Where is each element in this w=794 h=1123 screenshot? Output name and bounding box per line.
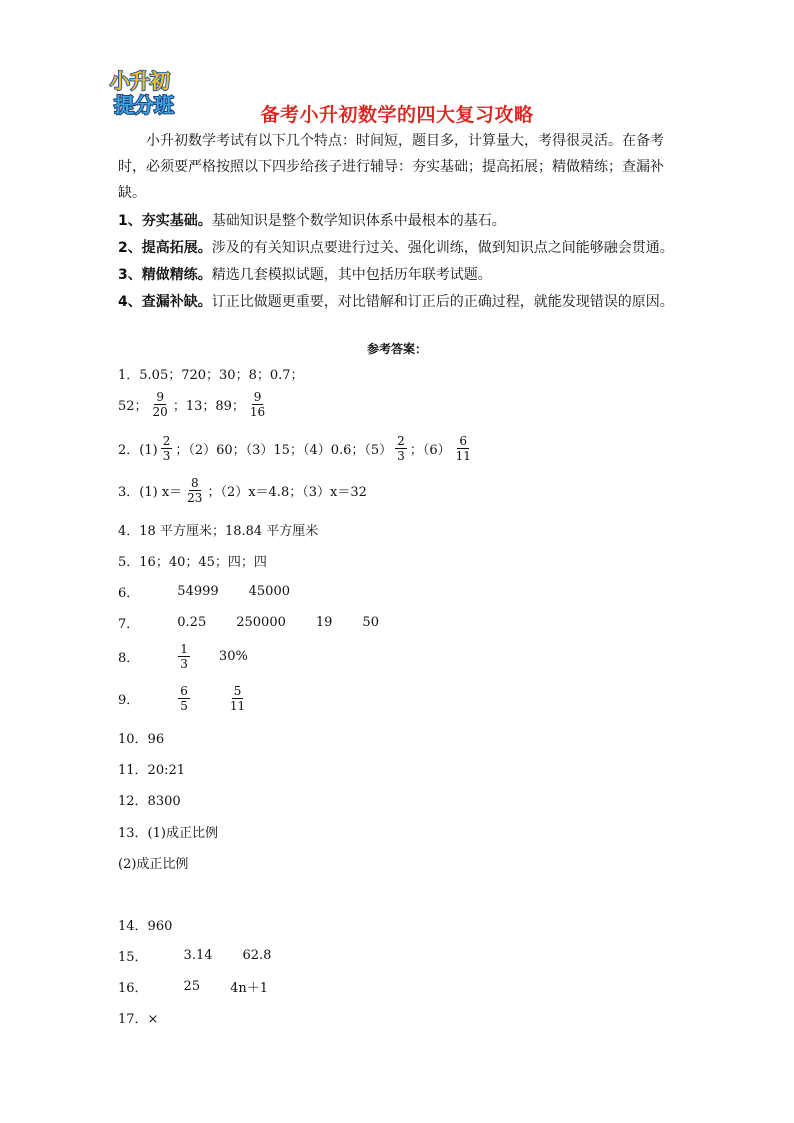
answer-value: 30%	[218, 649, 248, 664]
answer-value: 50	[362, 615, 379, 630]
step-4	[118, 289, 678, 315]
fraction	[161, 434, 173, 463]
fraction	[151, 390, 170, 419]
fraction	[248, 390, 267, 419]
answer-value: 54999	[177, 584, 219, 599]
answer-11: 11．20:21	[118, 763, 186, 778]
fraction-numerator: 8	[190, 476, 199, 490]
answer-16	[118, 977, 268, 996]
answer-number: 15．	[118, 950, 148, 965]
logo-line2: 提分班	[114, 93, 174, 117]
answer-value: 25	[183, 979, 201, 994]
fraction-numerator: 9	[253, 390, 262, 404]
answer-9	[118, 684, 250, 713]
answer-1b-pre: 52；	[118, 399, 148, 414]
answer-12: 12．8300	[118, 794, 181, 809]
fraction-numerator: 2	[397, 434, 405, 448]
answers-title: 参考答案：	[366, 342, 427, 356]
fraction	[178, 684, 190, 713]
answer-1b-mid: ；13；89；	[172, 399, 245, 414]
answer-number: 6．	[118, 586, 140, 601]
step-2	[118, 235, 678, 261]
fraction-numerator: 1	[180, 642, 188, 656]
answer-value: 62.8	[242, 948, 272, 963]
fraction	[185, 476, 204, 505]
fraction-numerator: 6	[459, 434, 468, 448]
fraction	[395, 434, 407, 463]
fraction-denominator: 16	[249, 405, 266, 419]
step-1	[118, 208, 678, 234]
answer-15	[118, 946, 271, 965]
answer-2-part2: ；（2）60；（3）15；（4）0.6；（5）	[175, 443, 393, 458]
answer-13: 13．(1)成正比例	[118, 826, 218, 841]
intro-paragraph: 小升初数学考试有以下几个特点：时间短，题目多，计算量大，考得很灵活。在备考时，必须要严格按照以下四步给孩子进行辅导：夯实基础；提高拓展；精做精练；查漏补缺。	[118, 133, 664, 201]
fraction-numerator: 5	[233, 684, 242, 698]
answer-17: 17．×	[118, 1012, 159, 1027]
step-3	[118, 262, 678, 288]
answer-1b	[118, 390, 270, 419]
fraction-denominator: 20	[152, 405, 168, 419]
answer-value: 4n＋1	[230, 981, 269, 996]
step-4-body: 订正比做题更重要，对比错解和订正后的正确过程，就能发现错误的原因。	[211, 294, 674, 310]
answer-14: 14．960	[118, 919, 173, 934]
answer-8	[118, 642, 248, 671]
answer-2-part3: ；（6）	[409, 443, 451, 458]
step-4-head: 4、查漏补缺。	[118, 294, 212, 310]
step-1-body: 基础知识是整个数学知识体系中最根本的基石。	[211, 213, 506, 229]
step-3-body: 精选几套模拟试题，其中包括历年联考试题。	[211, 267, 492, 283]
step-1-head: 1、夯实基础。	[118, 213, 212, 229]
answer-6	[118, 582, 290, 601]
answer-value: 0.25	[177, 615, 207, 630]
answer-value: 45000	[248, 584, 290, 599]
fraction-denominator: 23	[187, 491, 203, 505]
fraction-denominator: 3	[180, 657, 188, 671]
answer-number: 9．	[118, 693, 140, 708]
answer-value: 3.14	[183, 948, 213, 963]
answer-1: 1．5.05；720；30；8；0.7；	[118, 368, 304, 383]
answer-3-part1: 3．(1) x＝	[118, 485, 183, 500]
answer-4: 4．18 平方厘米；18.84 平方厘米	[118, 524, 319, 539]
answer-7	[118, 613, 379, 632]
fraction-denominator: 3	[397, 449, 405, 463]
fraction	[228, 684, 247, 713]
page-title: 备考小升初数学的四大复习攻略	[260, 104, 534, 126]
logo-line1: 小升初	[110, 69, 170, 93]
answer-10: 10．96	[118, 732, 165, 747]
step-2-head: 2、提高拓展。	[118, 240, 212, 256]
answer-value: 250000	[236, 615, 286, 630]
answer-3	[118, 476, 367, 505]
answer-3-part2: ；（2）x＝4.8；（3）x＝32	[207, 485, 367, 500]
fraction-denominator: 5	[180, 699, 188, 713]
fraction-denominator: 3	[162, 449, 171, 463]
fraction-denominator: 11	[455, 449, 471, 463]
step-2-body: 涉及的有关知识点要进行过关、强化训练，做到知识点之间能够融会贯通。	[211, 240, 674, 256]
answer-5: 5．16；40；45；四；四	[118, 555, 267, 570]
fraction-numerator: 6	[180, 684, 188, 698]
answer-number: 7．	[118, 617, 140, 632]
answer-number: 8．	[118, 651, 140, 666]
answer-13b: (2)成正比例	[118, 857, 189, 872]
fraction-numerator: 2	[162, 434, 171, 448]
fraction-denominator: 11	[229, 699, 246, 713]
fraction-numerator: 9	[156, 390, 164, 404]
fraction	[178, 642, 190, 671]
fraction	[454, 434, 473, 463]
answer-2-part1: 2．(1)	[118, 443, 158, 458]
answer-number: 16．	[118, 981, 148, 996]
answer-2	[118, 434, 476, 463]
step-3-head: 3、精做精练。	[118, 267, 212, 283]
answer-value: 19	[315, 615, 333, 630]
